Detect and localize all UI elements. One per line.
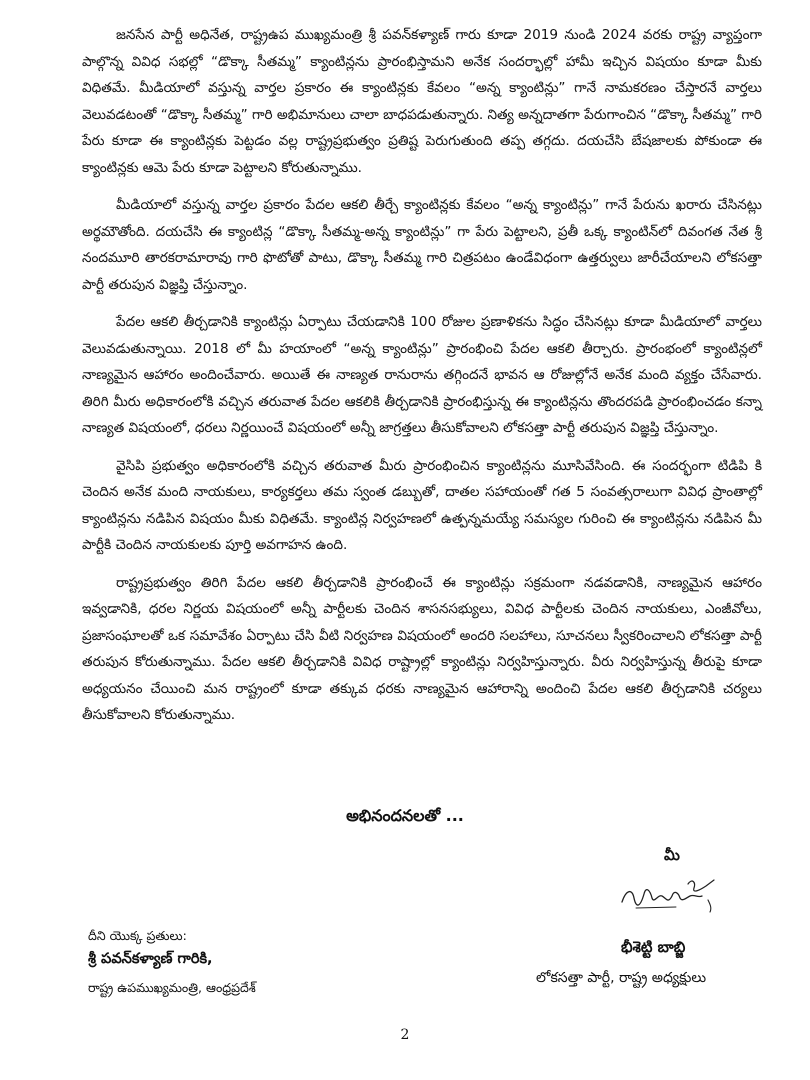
paragraph-5: రాష్ట్రప్రభుత్వం తిరిగి పేదల ఆకలి తీర్చడానికి ప్రారంభించే ఈ క్యాంటిన్లు సక్రమంగా నడవడానికి, నాణ్యమైన ఆహారం ఇవ్వడానికి, ధరల నిర్ణయ విషయంలో అన్నీ పార్టీలకు చెందిన శాసనసభ్యులు, వివిధ పార్టీలకు చెందిన నాయకులు, ఎంజీవోలు, ప్రజాసంఘాలతో ఒక సమావేశం ఏర్పాటు చేసి వీటి నిర్వహణ విషయంలో అందరి సలహాలు, సూచనలు స్వీకరించాలని లోకసత్తా పార్టీ తరుపున కోరుతున్నాము. పేదల ఆకలి తీర్చడానికి వివిధ రాష్ట్రాల్లో క్యాంటిన్లు నిర్వహిస్తున్నారు. వీరు నిర్వహిస్తున్న తీరుపై కూడా అధ్యయనం చేయించి మన రాష్ట్రంలో కూడా తక్కువ ధరకు నాణ్యమైన ఆహారాన్ని అందించి పేదల ఆకలి తీర్చడానికి చర్యలు తీసుకోవాలని కోరుతున్నాము. <box>82 574 762 723</box>
closing-greeting: అభినందనలతో ... <box>346 806 464 825</box>
paragraph-4: వైసిపి ప్రభుత్వం అధికారంలోకి వచ్చిన తరువాత మీరు ప్రారంభించిన క్యాంటిన్లను మూసివేసింది. ఈ సందర్భంగా టిడిపి కి చెందిన అనేక మంది నాయకులు, కార్యకర్తలు తమ స్వంత డబ్బుతో, దాతల సహాయంతో గత 5 సంవత్సరాలుగా వివిధ ప్రాంతాల్లో క్యాంటిన్లను నడిపిన విషయం మీకు విధితమే. క్యాంటిన్ల నిర్వహణలో ఉత్పన్నమయ్యే సమస్యల గురించి ఈ క్యాంటిన్లను నడిపిన మీ పార్టీకి చెందిన నాయకులకు పూర్తి అవగాహన ఉంది. <box>82 457 762 553</box>
letter-body <box>82 22 762 740</box>
signer-title: లోకసత్తా పార్టీ, రాష్ట్ర అధ్యక్షులు <box>536 970 707 986</box>
page-number: 2 <box>400 1027 410 1043</box>
paragraph-1: జనసేన పార్టీ అధినేత, రాష్ట్రఉప ముఖ్యమంత్రి శ్రీ పవన్‌కళ్యాణ్ గారు కూడా 2019 నుండి 2024 వరకు రాష్ట్ర వ్యాప్తంగా పాల్గొన్న వివిధ సభల్లో “డొక్కా సీతమ్మ” క్యాంటిన్లను ప్రారంభిస్తామని అనేక సందర్భాల్లో హామీ ఇచ్చిన విషయం కూడా మీకు విధితమే. మీడియాలో వస్తున్న వార్తల ప్రకారం ఈ క్యాంటిన్లకు కేవలం “అన్న క్యాంటిన్లు” గానే నామకరణం చేస్తారనే వార్తలు వెలువడటంతో “డొక్కా సీతమ్మ” గారి అభిమానులు చాలా బాధపడుతున్నారు. నిత్య అన్నదాతగా పేరుగాంచిన “డొక్కా సీతమ్మ” గారి పేరు కూడా ఈ క్యాంటిన్లకు పెట్టడం వల్ల రాష్ట్రప్రభుత్వం ప్రతిష్ట పెరుగుతుంది తప్ప తగ్గదు. దయచేసి బేషజాలకు పోకుండా ఈ క్యాంటిన్లకు ఆమె పేరు కూడా పెట్టాలని కోరుతున్నాము. <box>82 27 762 176</box>
signer-name: భీశెట్టి బాబ్జి <box>621 938 686 956</box>
paragraph-2: మీడియాలో వస్తున్న వార్తల ప్రకారం పేదల ఆకలి తీర్చే క్యాంటిన్లకు కేవలం “అన్న క్యాంటిన్లు” గానే పేరును ఖరారు చేసినట్లు అర్థమౌతోంది. దయచేసి ఈ క్యాంటిన్ల “డొక్కా సీతమ్మ-అన్న క్యాంటిన్లు” గా పేరు పెట్టాలని, ప్రతీ ఒక్క క్యాంటిన్‌లో దివంగత నేత శ్రీ నందమూరి తారకరామారావు గారి ఫొటోతో పాటు, డొక్కా సీతమ్మ గారి చిత్రపటం ఉండేవిధంగా ఉత్తర్వులు జారీచేయాలని లోకసత్తా పార్టీ తరుపున విజ్ఞప్తి చేస్తున్నాం. <box>82 197 762 293</box>
yours-label: మీ <box>664 846 680 864</box>
paragraph-3: పేదల ఆకలి తీర్చడానికి క్యాంటిన్లు ఏర్పాటు చేయడానికి 100 రోజుల ప్రణాళికను సిద్ధం చేసినట్లు కూడా మీడియాలో వార్తలు వెలువడుతున్నాయి. 2018 లో మీ హయాంలో “అన్న క్యాంటిన్లు” ప్రారంభించి పేదల ఆకలి తీర్చారు. ప్రారంభంలో క్యాంటిన్లలో నాణ్యమైన ఆహారం అందించేవారు. అయితే ఈ నాణ్యత రానురాను తగ్గిందనే భావన ఆ రోజుల్లోనే అనేక మంది వ్యక్తం చేసేవారు. తిరిగి మీరు అధికారంలోకి వచ్చిన తరువాత పేదల ఆకలికి తీర్చడానికి ప్రారంభిస్తున్న ఈ క్యాంటిన్లను తొందరపడి ప్రారంభించడం కన్నా నాణ్యత విషయంలో, ధరలు నిర్ణయించే విషయంలో అన్నీ జాగ్రత్తలు తీసుకోవాలని లోకసత్తా పార్టీ తరుపున విజ్ఞప్తి చేస్తున్నాం. <box>82 314 762 436</box>
recipient-title: రాష్ట్ర ఉపముఖ్యమంత్రి, ఆంధ్రప్రదేశ్ <box>88 980 256 995</box>
handwritten-signature-icon <box>616 868 726 916</box>
copies-label: దీని యొక్క ప్రతులు: <box>88 928 187 943</box>
recipient-name: శ్రీ పవన్‌కళ్యాణ్ గారికి, <box>88 951 213 967</box>
